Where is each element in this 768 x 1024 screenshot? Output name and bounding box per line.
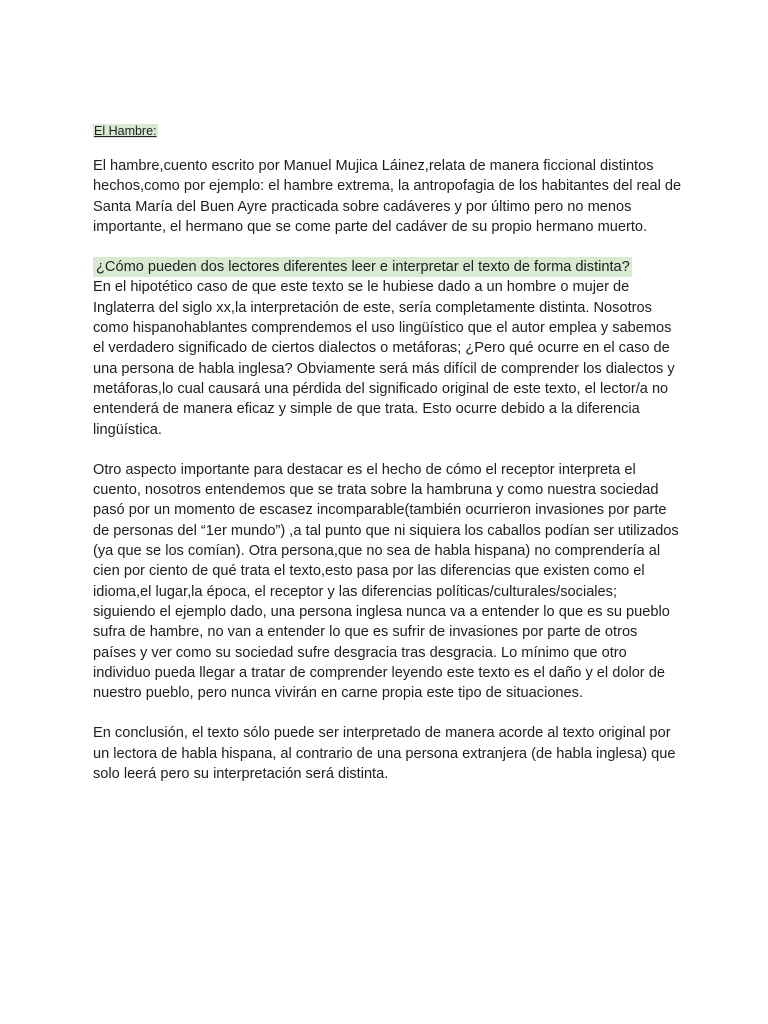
title-line [93, 122, 683, 140]
document-body [93, 122, 683, 784]
question-heading: ¿Cómo pueden dos lectores diferentes leer e interpretar el texto de forma distinta? [93, 257, 632, 277]
paragraph-spacer [93, 703, 683, 723]
question-line [93, 257, 683, 277]
paragraph-spacer [93, 440, 683, 460]
paragraph-conclusion: En conclusión, el texto sólo puede ser interpretado de manera acorde al texto original por un lectora de habla hispana, al contrario de una persona extranjera (de habla inglesa) que solo leerá pero su interpretación será distinta. [93, 725, 676, 783]
document-title: El Hambre: [94, 124, 157, 138]
paragraph-spacer [93, 237, 683, 257]
paragraph-interpretation: En el hipotético caso de que este texto se le hubiese dado a un hombre o mujer de Inglaterra del siglo xx,la interpretación de este, sería completamente distinta. Nosotros como hispanohablantes comprendemos el uso lingüístico que el autor emplea y sabemos el verdadero significado de ciertos dialectos o metáforas; ¿Pero qué ocurre en el caso de una persona de habla inglesa? Obviamente será más difícil de comprender los dialectos y metáforas,lo cual causará una pérdida del significado original de este texto, el lector/a no entenderá de manera eficaz y simple de que trata. Esto ocurre debido a la diferencia lingüística. [93, 279, 675, 438]
paragraph-intro: El hambre,cuento escrito por Manuel Mujica Láinez,relata de manera ficcional distintos hechos,como por ejemplo: el hambre extrema, la antropofagia de los habitantes del real de Santa María del Buen Ayre practicada sobre cadáveres y por último pero no menos importante, el hermano que se come parte del cadáver de su propio hermano muerto. [93, 158, 682, 235]
paragraph-receptor: Otro aspecto importante para destacar es el hecho de cómo el receptor interpreta el cuento, nosotros entendemos que se trata sobre la hambruna y como nuestra sociedad pasó por un momento de escasez incomparable(también ocurrieron invasiones por parte de personas del “1er mundo”) ,a tal punto que ni siquiera los caballos podían ser utilizados (ya que se los comían). Otra persona,que no sea de habla hispana) no comprendería al cien por ciento de qué trata el texto,esto pasa por las diferencias que existen como el idioma,el lugar,la época, el receptor y las diferencias políticas/culturales/sociales; siguiendo el ejemplo dado, una persona inglesa nunca va a entender lo que es su pueblo sufra de hambre, no van a entender lo que es sufrir de invasiones por parte de otros países y ver como su sociedad sufre desgracia tras desgracia. Lo mínimo que otro individuo pueda llegar a tratar de comprender leyendo este texto es el daño y el dolor de nuestro pueblo, pero nunca vivirán en carne propia este tipo de situaciones. [93, 461, 679, 702]
